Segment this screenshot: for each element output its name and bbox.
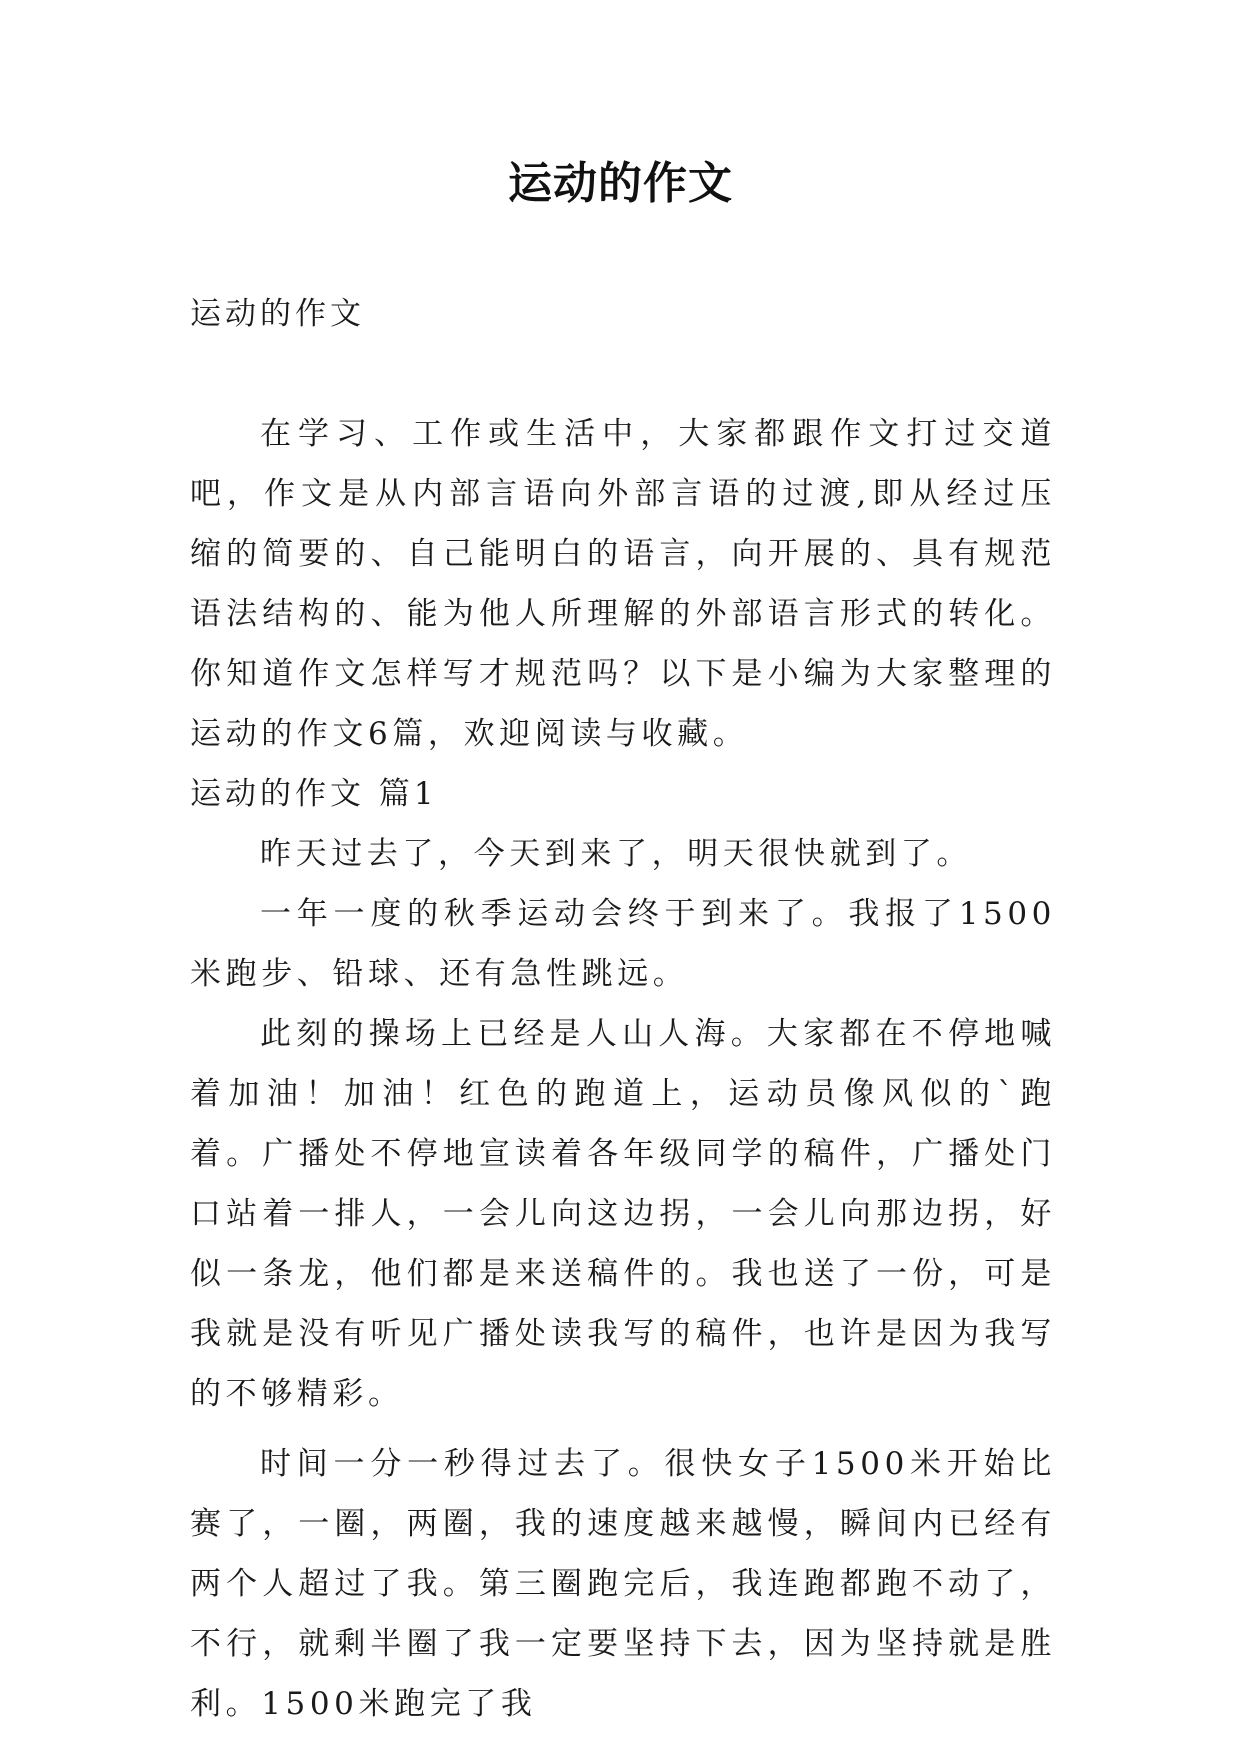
body-paragraph: 此刻的操场上已经是人山人海。大家都在不停地喊着加油！加油！红色的跑道上，运动员像风似的`跑着。广播处不停地宣读着各年级同学的稿件，广播处门口站着一排人，一会儿向这边拐，一会儿向那边拐，好似一条龙，他们都是来送稿件的。我也送了一份，可是我就是没有听见广播处读我写的稿件，也许是因为我写的不够精彩。 <box>190 1016 1056 1412</box>
document-subtitle: 运动的作文 <box>190 296 365 332</box>
body-paragraph: 时间一分一秒得过去了。很快女子1500米开始比赛了，一圈，两圈，我的速度越来越慢，瞬间内已经有两个人超过了我。第三圈跑完后，我连跑都跑不动了，不行，就剩半圈了我一定要坚持下去，因为坚持就是胜利。1500米跑完了我 <box>190 1446 1056 1722</box>
document-title: 运动的作文 <box>508 158 733 209</box>
body-paragraph: 昨天过去了，今天到来了，明天很快就到了。 <box>260 836 972 872</box>
section-heading: 运动的作文 篇1 <box>190 776 438 812</box>
intro-paragraph: 在学习、工作或生活中，大家都跟作文打过交道吧，作文是从内部言语向外部言语的过渡,即从经过压缩的简要的、自己能明白的语言，向开展的、具有规范语法结构的、能为他人所理解的外部语言形式的转化。你知道作文怎样写才规范吗？以下是小编为大家整理的运动的作文6篇，欢迎阅读与收藏。 <box>190 416 1056 752</box>
body-paragraph: 一年一度的秋季运动会终于到来了。我报了1500米跑步、铅球、还有急性跳远。 <box>190 896 1056 992</box>
document-body <box>190 404 1056 1734</box>
